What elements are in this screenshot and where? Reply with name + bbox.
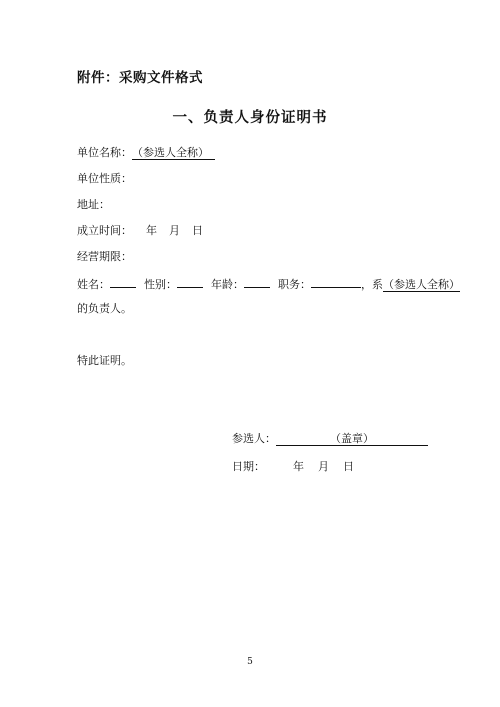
- document-title: 一、负责人身份证明书: [172, 110, 328, 126]
- unit-name-label: 单位名称：: [77, 146, 132, 159]
- gender-label: 性别：: [144, 278, 177, 291]
- date-label: 日期：: [232, 460, 265, 473]
- responsible-person-row: [77, 302, 132, 316]
- certification-row: [77, 354, 132, 368]
- page-number: 5: [247, 657, 253, 667]
- seal-text: （盖章）: [330, 432, 374, 445]
- bidder-signature-row: [232, 432, 428, 446]
- attachment-heading: 附件：采购文件格式: [77, 70, 203, 86]
- date-day: 日: [343, 460, 354, 473]
- gender-blank: [177, 276, 203, 288]
- established-month: 月: [169, 224, 180, 237]
- unit-nature-label: 单位性质：: [77, 172, 132, 185]
- unit-name-value: （参选人全称）: [132, 146, 215, 160]
- date-row: [232, 460, 354, 474]
- person-info-row: [77, 276, 460, 292]
- address-row: [77, 198, 110, 212]
- certification-text: 特此证明。: [77, 354, 132, 367]
- unit-name-row: [77, 146, 215, 160]
- unit-nature-row: [77, 172, 132, 186]
- established-row: [77, 224, 203, 238]
- responsible-person-text: 的负责人。: [77, 302, 132, 315]
- bidder-label: 参选人：: [232, 432, 276, 445]
- name-blank: [110, 276, 136, 288]
- age-blank: [244, 276, 270, 288]
- address-label: 地址：: [77, 198, 110, 211]
- name-label: 姓名：: [77, 278, 110, 291]
- business-term-row: [77, 250, 132, 264]
- date-month: 月: [318, 460, 329, 473]
- established-year: 年: [146, 224, 157, 237]
- of-label: ，系: [361, 278, 383, 291]
- age-label: 年龄：: [211, 278, 244, 291]
- business-term-label: 经营期限：: [77, 250, 132, 263]
- established-day: 日: [192, 224, 203, 237]
- position-label: 职务：: [278, 278, 311, 291]
- established-label: 成立时间：: [77, 224, 132, 237]
- bidder-seal-line: [276, 432, 428, 446]
- position-blank: [311, 276, 361, 288]
- date-year: 年: [293, 460, 304, 473]
- company-full-name: （参选人全称）: [383, 278, 460, 291]
